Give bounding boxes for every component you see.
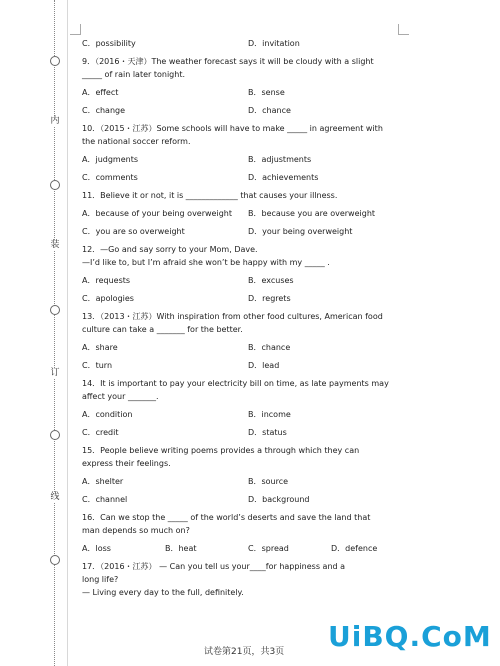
question-line: 11．Believe it or not, it is _____________ that causes your illness. (82, 191, 338, 200)
option-row (82, 341, 402, 354)
option-text: C．turn (82, 361, 113, 370)
option-text: C．change (82, 106, 126, 115)
option-text: C．apologies (82, 294, 134, 303)
page-footer: 试卷第21页，共3页 (204, 647, 285, 657)
watermark-logo: UiBQ.CoM (328, 620, 492, 653)
option-text: C．you are so overweight (82, 227, 185, 236)
binding-mark: 装 (48, 240, 62, 251)
question-line: — Living every day to the full, definitely. (82, 588, 244, 597)
binding-mark: 订 (48, 368, 62, 379)
question-line: the national soccer reform. (82, 137, 191, 146)
question-line: 14．It is important to pay your electricity bill on time, as late payments may (82, 379, 389, 388)
option-text: D．chance (248, 106, 291, 115)
option-row (82, 408, 402, 421)
option-text: C．spread (248, 544, 289, 553)
option-text: A．requests (82, 276, 131, 285)
binding-hole-icon (50, 430, 60, 440)
option-text: A．effect (82, 88, 119, 97)
question-line: man depends so much on? (82, 526, 190, 535)
option-row (82, 542, 402, 555)
option-text: C．comments (82, 173, 138, 182)
option-row (82, 493, 402, 506)
margin-rule (67, 0, 68, 666)
option-text: D．achievements (248, 173, 319, 182)
question-line: 9．（2016・天津）The weather forecast says it will be cloudy with a slight (82, 57, 374, 66)
option-text: A．judgments (82, 155, 139, 164)
question-line: 17．（2016・江苏） — Can you tell us your____for happiness and a (82, 562, 346, 571)
option-row (82, 153, 402, 166)
option-text: A．loss (82, 544, 111, 553)
question-line: 10．（2015・江苏）Some schools will have to make _____ in agreement with (82, 124, 383, 133)
option-text: B．chance (248, 343, 291, 352)
binding-dotted-line (54, 0, 56, 666)
option-row (82, 37, 402, 50)
option-text: D．status (248, 428, 287, 437)
question-line: culture can take a _______ for the better. (82, 325, 243, 334)
option-text: D．background (248, 495, 310, 504)
option-row (82, 292, 402, 305)
option-text: A．because of your being overweight (82, 209, 232, 218)
option-text: A．shelter (82, 477, 124, 486)
option-text: D．regrets (248, 294, 291, 303)
option-text: D．defence (331, 544, 378, 553)
option-row (82, 426, 402, 439)
binding-margin (48, 0, 62, 666)
binding-hole-icon (50, 305, 60, 315)
question-line: _____ of rain later tonight. (82, 70, 185, 79)
option-text: D．your being overweight (248, 227, 353, 236)
page-corner-mark (70, 24, 81, 35)
option-text: B．income (248, 410, 291, 419)
option-text: C．possibility (82, 39, 136, 48)
option-text: C．credit (82, 428, 119, 437)
option-text: B．sense (248, 88, 285, 97)
option-row (82, 86, 402, 99)
option-row (82, 274, 402, 287)
option-row (82, 225, 402, 238)
option-row (82, 475, 402, 488)
option-row (82, 207, 402, 220)
page-corner-mark (398, 24, 409, 35)
option-text: D．lead (248, 361, 280, 370)
question-line: 13．（2013・江苏）With inspiration from other food cultures, American food (82, 312, 383, 321)
question-line: 12．—Go and say sorry to your Mom, Dave. (82, 245, 258, 254)
option-text: B．excuses (248, 276, 294, 285)
option-text: C．channel (82, 495, 128, 504)
option-text: D．invitation (248, 39, 300, 48)
question-line: —I’d like to, but I’m afraid she won’t be happy with my _____ . (82, 258, 330, 267)
option-text: A．condition (82, 410, 133, 419)
option-text: B．heat (165, 544, 197, 553)
binding-mark: 内 (48, 116, 62, 127)
option-row (82, 359, 402, 372)
binding-hole-icon (50, 180, 60, 190)
question-line: affect your _______. (82, 392, 159, 401)
option-row (82, 104, 402, 117)
binding-mark: 线 (48, 492, 62, 503)
question-line: 15．People believe writing poems provides a through which they can (82, 446, 360, 455)
question-line: 16．Can we stop the _____ of the world’s deserts and save the land that (82, 513, 371, 522)
binding-hole-icon (50, 555, 60, 565)
question-line: long life? (82, 575, 119, 584)
option-text: B．adjustments (248, 155, 312, 164)
option-text: B．because you are overweight (248, 209, 376, 218)
option-text: B．source (248, 477, 289, 486)
question-line: express their feelings. (82, 459, 171, 468)
option-text: A．share (82, 343, 118, 352)
exam-content (82, 37, 402, 599)
binding-hole-icon (50, 56, 60, 66)
option-row (82, 171, 402, 184)
